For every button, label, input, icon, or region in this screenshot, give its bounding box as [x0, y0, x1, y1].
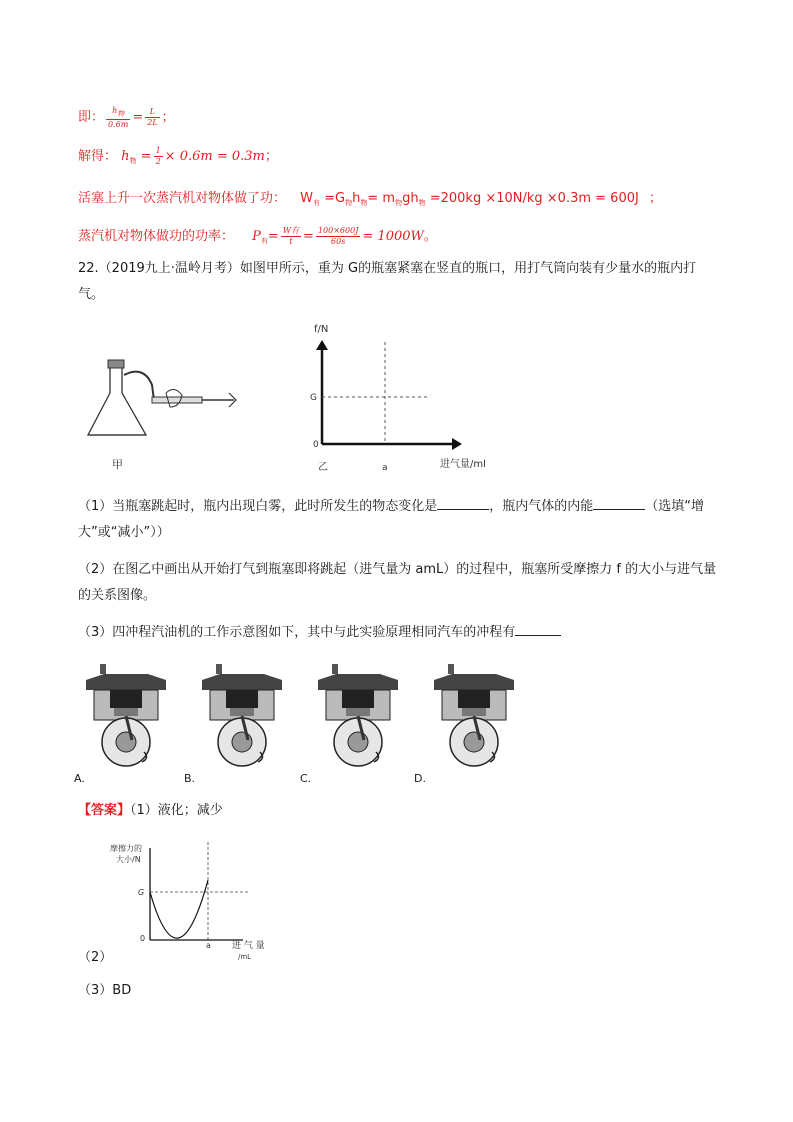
answer-x-label-2: /mL — [238, 953, 252, 960]
figure-label-yi: 乙 — [318, 462, 328, 473]
answer-y-label-1: 摩擦力的 — [110, 844, 142, 853]
answer-graph — [108, 840, 308, 960]
origin-label: 0 — [313, 440, 319, 450]
solution-prefix: 解得： — [78, 149, 118, 164]
solution-prefix: 即： — [78, 110, 105, 125]
answer-part-2: （2） — [78, 950, 113, 965]
fraction: $\frac{L}{2L}$ — [147, 107, 158, 127]
solution-line-2: 解得： $h_物$ = $\frac{1}{2}$ × 0.6m = 0.3m； — [78, 146, 278, 166]
g-label: G — [310, 393, 317, 403]
answer-tag: 【答案】 — [78, 803, 131, 818]
answer-blank — [593, 495, 645, 510]
engine-b-diagram — [202, 664, 282, 766]
figure-empty-graph — [300, 320, 510, 475]
engine-diagrams — [86, 660, 546, 790]
figure-label-jia: 甲 — [112, 458, 123, 471]
question-part-3: （3）四冲程汽油机的工作示意图如下，其中与此实验原理相同汽车的冲程有 — [78, 620, 718, 646]
solution-line-4: 蒸汽机对物体做功的功率： $P_有=$ $\frac{\text{W有}}{t}$ = $\frac{100\times 600J}{60s}$ = 1000W。 — [78, 226, 437, 246]
answer-part-1: 【答案】（1）液化；减少 — [78, 803, 223, 818]
answer-blank — [437, 495, 489, 510]
answer-blank — [515, 621, 561, 636]
a-label: a — [382, 463, 388, 473]
answer-x-label-1: 进 气 量 — [232, 941, 265, 951]
y-axis-label: f/N — [314, 324, 329, 335]
engine-option-a: A. — [74, 772, 85, 785]
solution-line-3: 活塞上升一次蒸汽机对物体做了功： $W_有 =G_物h_物= m_物gh_物 =200kg \times 10N/kg \times 0.3m = 600J$ ； — [78, 191, 662, 207]
engine-option-c: C. — [300, 772, 312, 785]
engine-c-diagram — [318, 664, 398, 766]
question-part-1: （1）当瓶塞跳起时，瓶内出现白雾，此时所发生的物态变化是 ，瓶内气体的内能 （选填“增大”或“减小”）） — [78, 494, 718, 546]
engine-d-diagram — [434, 664, 514, 766]
answer-g-label: G — [138, 888, 145, 897]
engine-diagram-row — [86, 660, 546, 770]
engine-a-diagram — [86, 664, 166, 766]
fraction: $\frac{\text{W有}}{t}$ — [282, 226, 300, 246]
fraction: $\frac{\text{h物}}{0.6m}$ — [108, 105, 129, 129]
answer-a-label: a — [206, 941, 211, 950]
answer-part-3: （3）BD — [78, 983, 132, 998]
answer-origin-label: 0 — [140, 934, 146, 943]
solution-line-1: 即： $\frac{\text{h物}}{0.6m}$ = $\frac{L}{2L}$ ； — [78, 105, 175, 129]
question-intro: 22.（2019九上·温岭月考）如图甲所示，重为 G的瓶塞紧塞在竖直的瓶口，用打气筒向装有少量水的瓶内打气。 — [78, 261, 697, 302]
answer-y-label-2: 大小/N — [116, 855, 141, 864]
engine-option-d: D. — [414, 772, 426, 785]
figure-flask-pump — [84, 355, 254, 475]
question-part-2: （2）在图乙中画出从开始打气到瓶塞即将跳起（进气量为 amL）的过程中，瓶塞所受摩擦力 f 的大小与进气量的关系图像。 — [78, 562, 717, 603]
engine-option-b: B. — [184, 772, 196, 785]
fraction: $\frac{1}{2}$ — [155, 146, 161, 166]
fraction: $\frac{100\times 600J}{60s}$ — [317, 226, 359, 246]
x-axis-label: 进气量/ml — [440, 459, 486, 470]
